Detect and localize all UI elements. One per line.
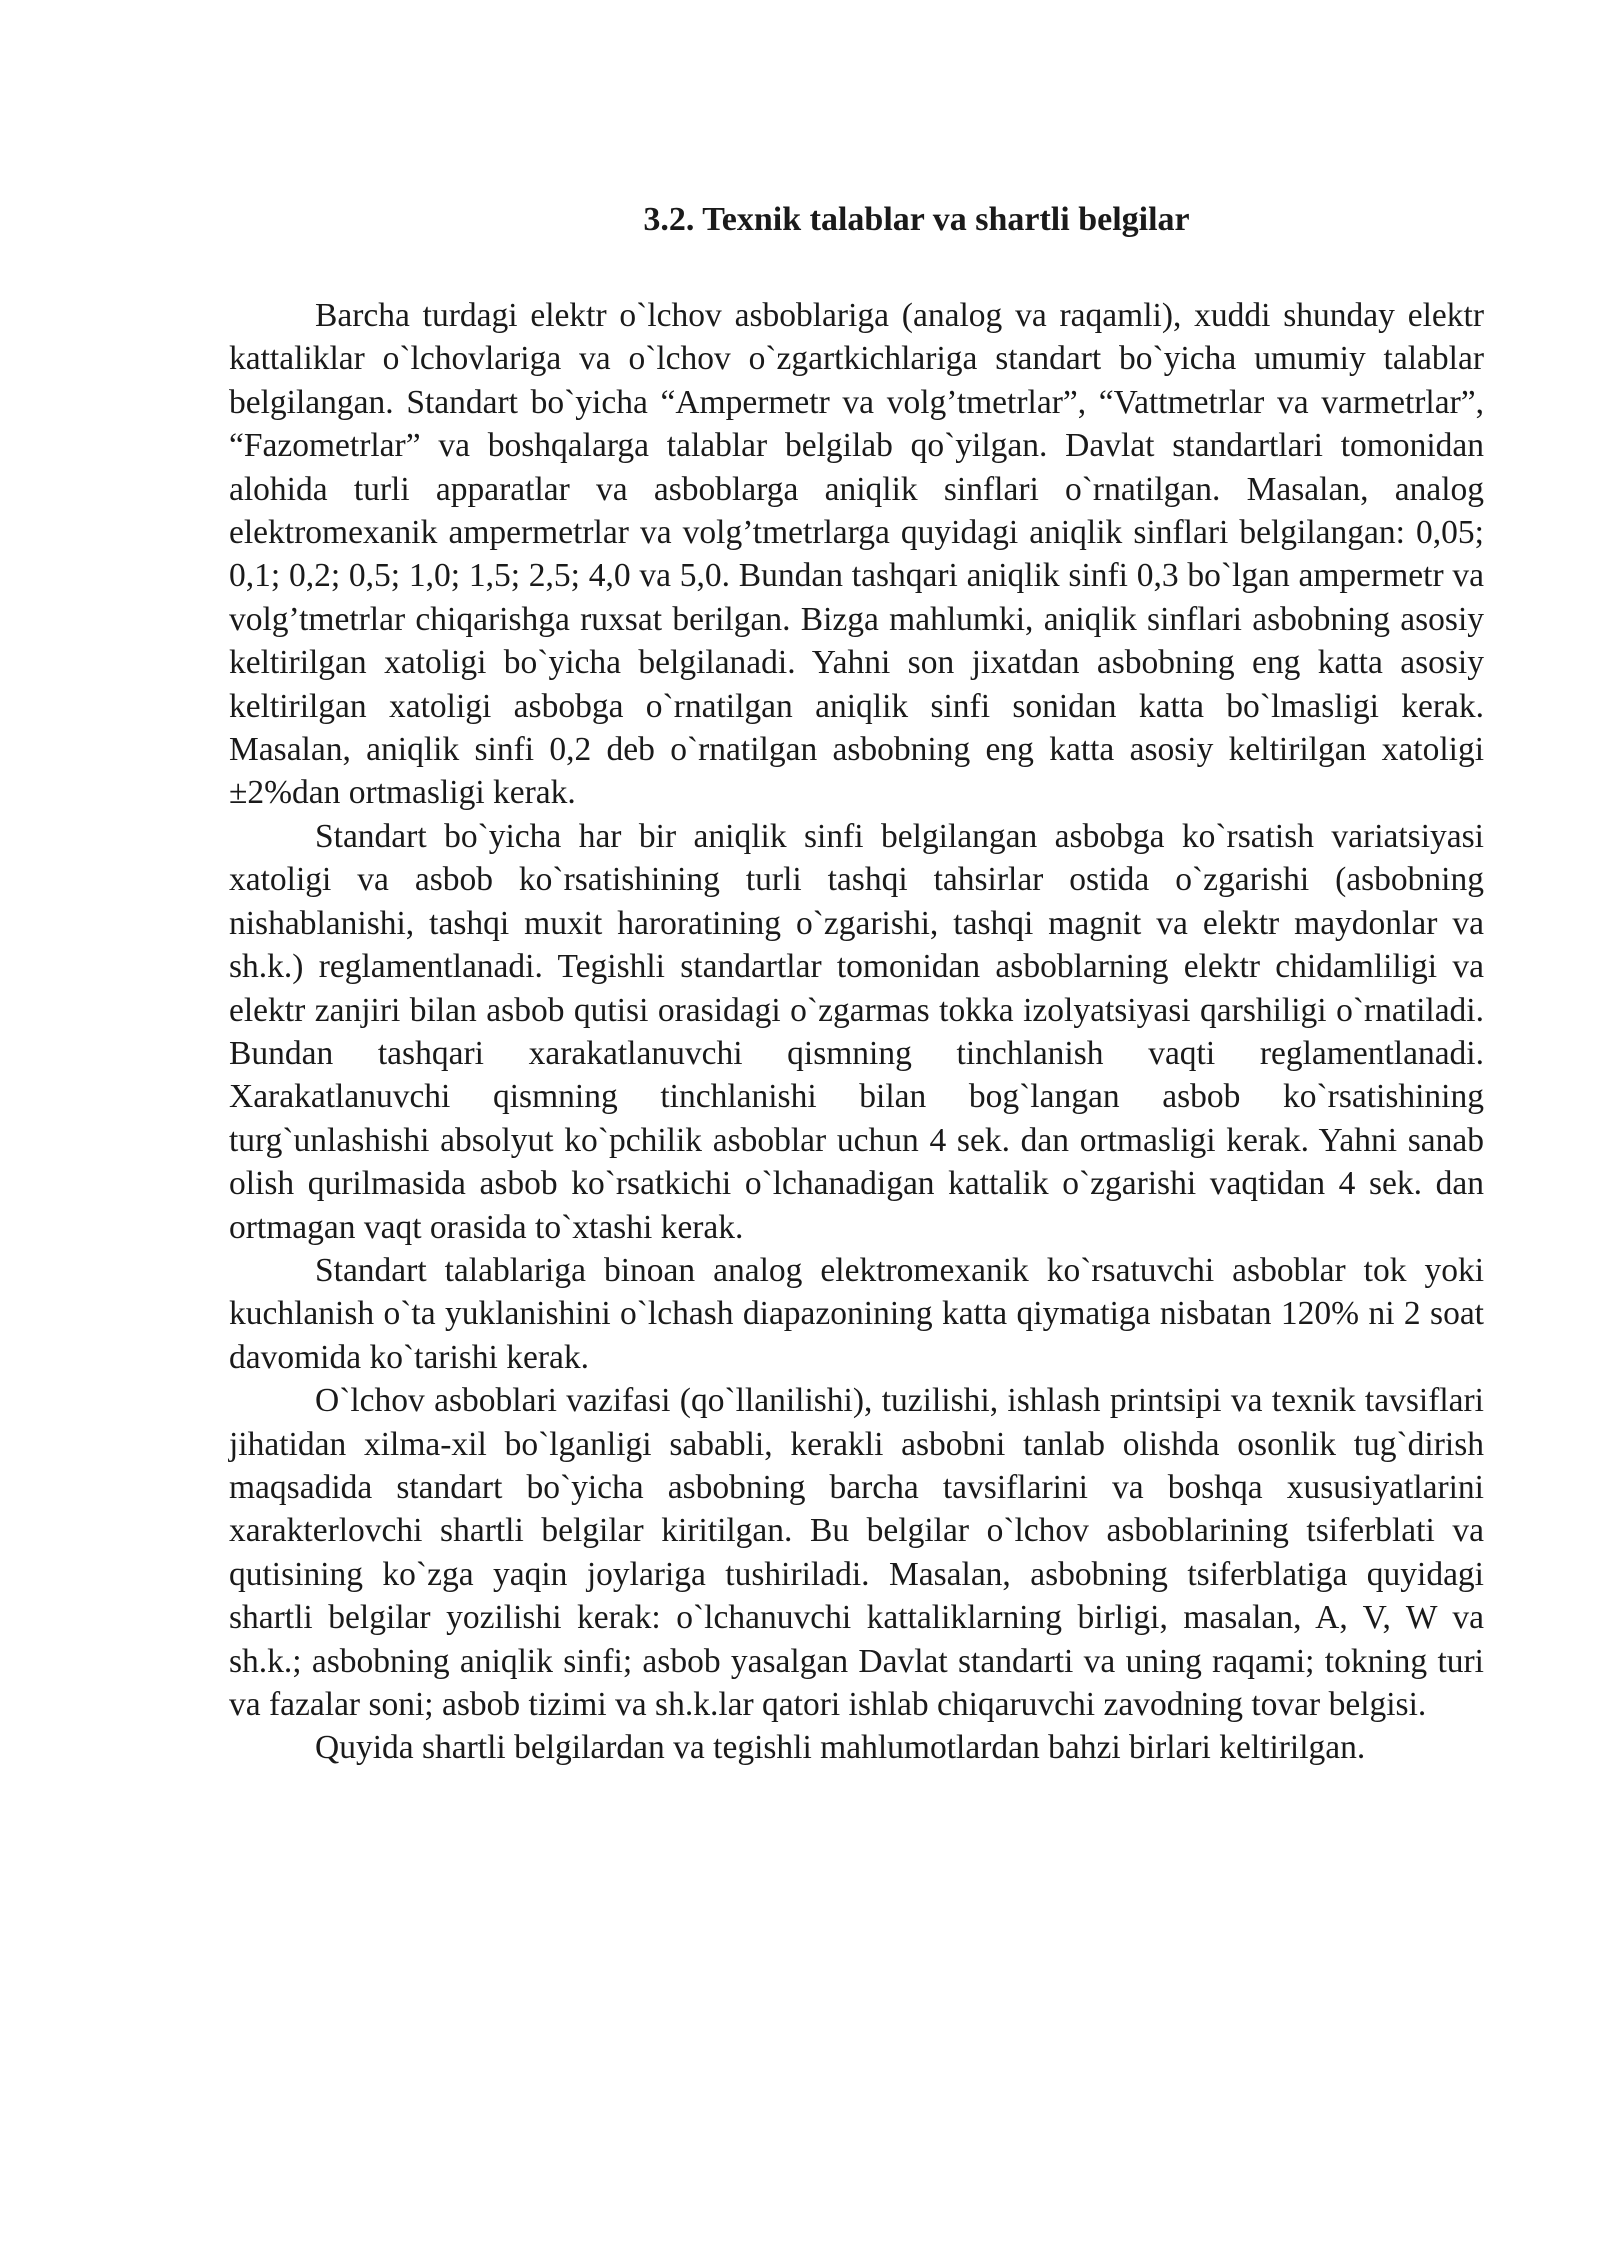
paragraph-1: Barcha turdagi elektr o`lchov asboblariga (analog va raqamli), xuddi shunday elektr kattaliklar o`lchovlariga va o`lchov o`zgartkichlariga standart bo`yicha umumiy talablar belgilangan. Standart bo`yicha “Ampermetr va volg’tmetrlar”, “Vattmetrlar va varmetrlar”, “Fazometrlar” va boshqalarga talablar belgilab qo`yilgan. Davlat standartlari tomonidan alohida turli apparatlar va asboblarga aniqlik sinflari o`rnatilgan. Masalan, analog elektromexanik ampermetrlar va volg’tmetrlarga quyidagi aniqlik sinflari belgilangan: 0,05; 0,1; 0,2; 0,5; 1,0; 1,5; 2,5; 4,0 va 5,0. Bundan tashqari aniqlik sinfi 0,3 bo`lgan ampermetr va volg’tmetrlar chiqarishga ruxsat berilgan. Bizga mahlumki, aniqlik sinflari asbobning asosiy keltirilgan xatoligi bo`yicha belgilanadi. Yahni son jixatdan asbobning eng katta asosiy keltirilgan xatoligi asbobga o`rnatilgan aniqlik sinfi sonidan katta bo`lmasligi kerak. Masalan, aniqlik sinfi 0,2 deb o`rnatilgan asbobning eng katta asosiy keltirilgan xatoligi ±2%dan ortmasligi kerak. (229, 297, 1484, 812)
paragraph-3: Standart talablariga binoan analog elektromexanik ko`rsatuvchi asboblar tok yoki kuchlanish o`ta yuklanishini o`lchash diapazonining katta qiymatiga nisbatan 120% ni 2 soat davomida ko`tarishi kerak. (229, 1251, 1484, 1376)
section-title: 3.2. Texnik talablar va shartli belgilar (643, 201, 1190, 238)
paragraph-4: O`lchov asboblari vazifasi (qo`llanilishi), tuzilishi, ishlash printsipi va texnik tavsiflari jihatidan xilma-xil bo`lganligi sababli, kerakli asbobni tanlab olishda osonlik tug`dirish maqsadida standart bo`yicha asbobning barcha tavsiflarini va boshqa xususiyatlarini xarakterlovchi shartli belgilar kiritilgan. Bu belgilar o`lchov asboblarining tsiferblati va qutisining ko`zga yaqin joylariga tushiriladi. Masalan, asbobning tsiferblatiga quyidagi shartli belgilar yozilishi kerak: o`lchanuvchi kattaliklarning birligi, masalan, A, V, W va sh.k.; asbobning aniqlik sinfi; asbob yasalgan Davlat standarti va uning raqami; tokning turi va fazalar soni; asbob tizimi va sh.k.lar qatori ishlab chiqaruvchi zavodning tovar belgisi. (229, 1382, 1484, 1723)
document-page (229, 190, 1484, 1770)
paragraph-5: Quyida shartli belgilardan va tegishli mahlumotlardan bahzi birlari keltirilgan. (315, 1729, 1366, 1767)
paragraph-2: Standart bo`yicha har bir aniqlik sinfi belgilangan asbobga ko`rsatish variatsiyasi xatoligi va asbob ko`rsatishining turli tashqi tahsirlar ostida o`zgarishi (asbobning nishablanishi, tashqi muxit haroratining o`zgarishi, tashqi magnit va elektr maydonlar va sh.k.) reglamentlanadi. Tegishli standartlar tomonidan asboblarning elektr chidamliligi va elektr zanjiri bilan asbob qutisi orasidagi o`zgarmas tokka izolyatsiyasi qarshiligi o`rnatiladi. Bundan tashqari xarakatlanuvchi qismning tinchlanish vaqti reglamentlanadi. Xarakatlanuvchi qismning tinchlanishi bilan bog`langan asbob ko`rsatishining turg`unlashishi absolyut ko`pchilik asboblar uchun 4 sek. dan ortmasligi kerak. Yahni sanab olish qurilmasida asbob ko`rsatkichi o`lchanadigan kattalik o`zgarishi vaqtidan 4 sek. dan ortmagan vaqt orasida to`xtashi kerak. (229, 817, 1484, 1246)
